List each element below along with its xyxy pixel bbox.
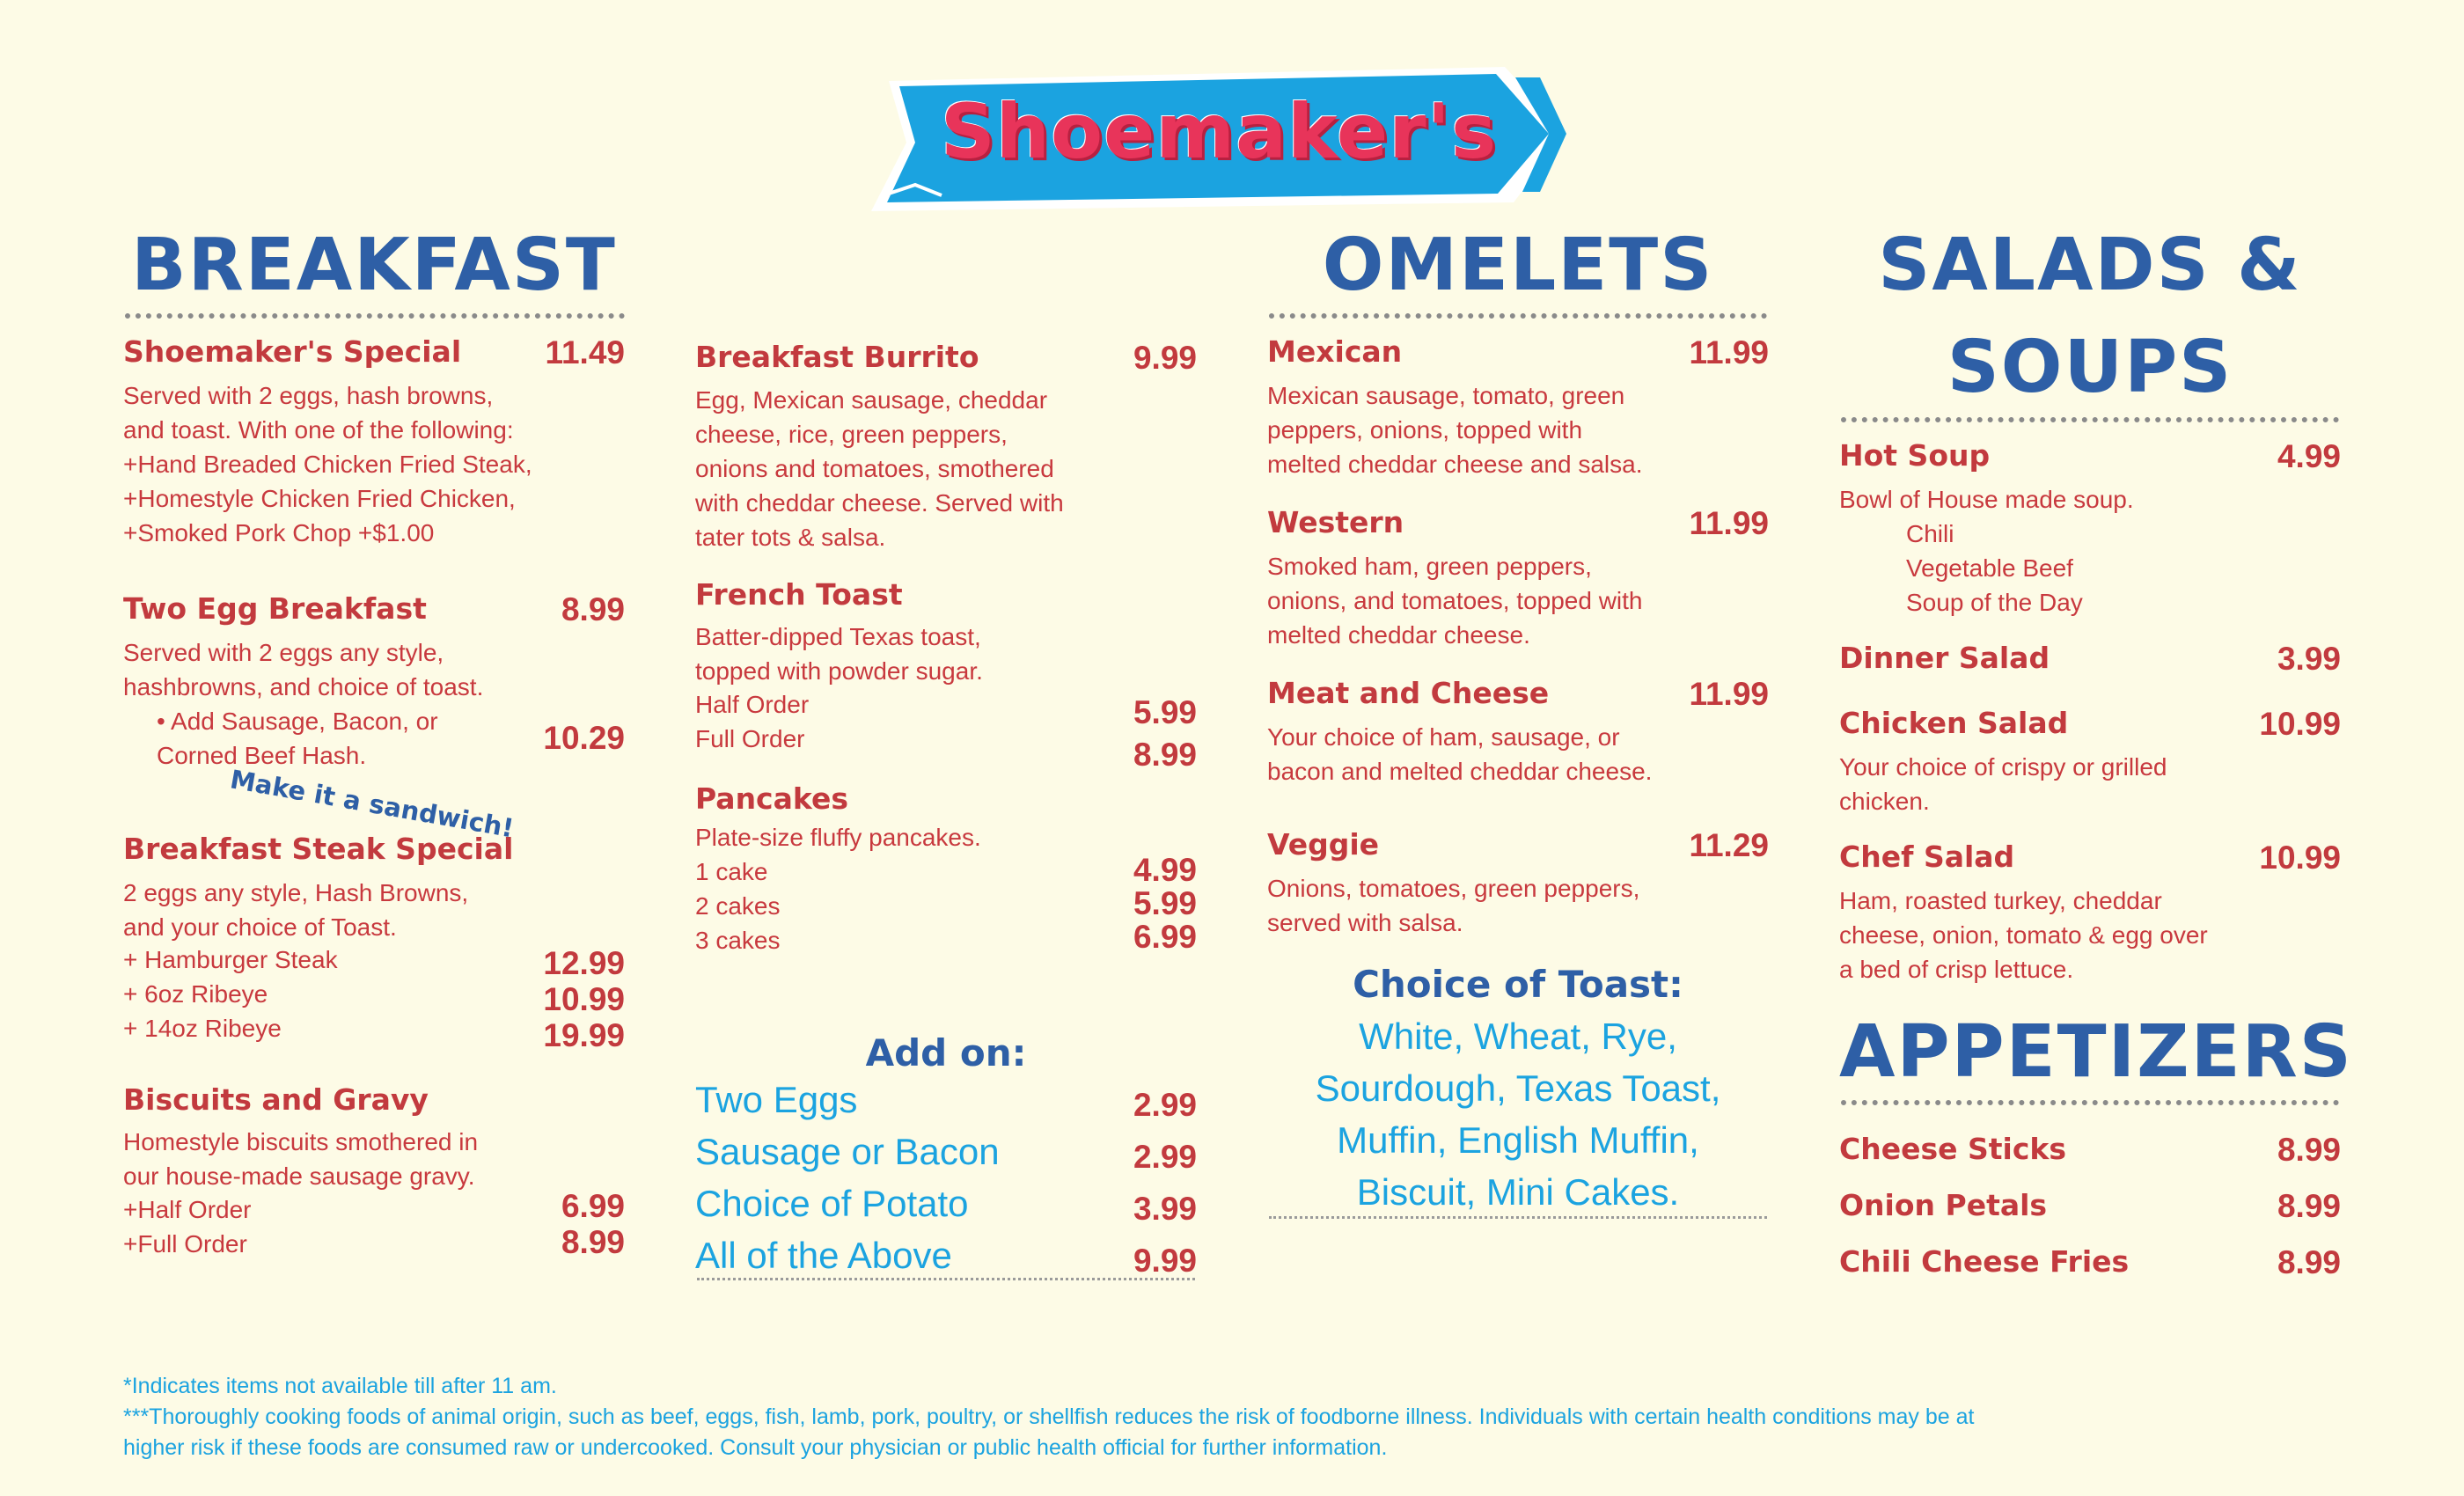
item-price: 3.99: [2277, 641, 2341, 677]
item-price: 11.99: [1689, 334, 1769, 370]
logo-text: Shoemaker's: [940, 88, 1498, 176]
item-name: Chili Cheese Fries: [1839, 1244, 2130, 1279]
option-list: [695, 854, 1047, 957]
toast-divider: [1269, 1216, 1767, 1219]
item-price: 8.99: [561, 591, 625, 627]
item-description: Served with 2 eggs, hash browns, and toast. With one of the following: +Hand Breaded Chicken Fried Steak, +Homestyle Chicken Fried Chicken, +Smoked Pork Chop +$1.00: [123, 382, 532, 546]
option-prices: 6.99 8.99: [561, 1188, 625, 1260]
item-description: Smoked ham, green peppers, onions, and tomatoes, topped with melted cheddar cheese.: [1267, 553, 1643, 649]
item-price: 10.99: [2259, 706, 2341, 742]
addon-list: [695, 1074, 1047, 1281]
item-description: Ham, roasted turkey, cheddar cheese, onion, tomato & egg over a bed of crisp lettuce.: [1839, 887, 2208, 983]
option-label: 2 cakes: [695, 892, 781, 920]
option-label: +Half Order: [123, 1196, 252, 1223]
item-name: French Toast: [695, 577, 903, 612]
toast-heading: Choice of Toast:: [1353, 963, 1683, 1006]
addon-label: Sausage or Bacon: [695, 1131, 1000, 1172]
option-prices: 4.99 5.99 6.99: [1133, 852, 1197, 955]
item-name: Shoemaker's Special: [123, 334, 462, 369]
item-price: 11.49: [545, 334, 625, 370]
item-price: 10.29: [543, 720, 625, 756]
soup-list: [1906, 517, 2346, 620]
item-name: Veggie: [1267, 827, 1380, 862]
item-name: Chicken Salad: [1839, 706, 2069, 740]
item-price: 11.29: [1689, 827, 1769, 863]
item-price: 8.99: [2277, 1244, 2341, 1280]
item-price: 8.99: [2277, 1188, 2341, 1224]
option-label: + Hamburger Steak: [123, 946, 338, 973]
item-name: Cheese Sticks: [1839, 1132, 2066, 1166]
sandwich-note: Make it a sandwich!: [228, 764, 517, 844]
item-price: 11.99: [1689, 505, 1769, 541]
logo: [862, 62, 1575, 220]
addon-prices: 2.99 2.99 3.99 9.99: [1133, 1087, 1197, 1279]
item-name: Pancakes: [695, 781, 848, 816]
item-name: Mexican: [1267, 334, 1403, 369]
list-item: Vegetable Beef: [1906, 554, 2073, 582]
option-label: + 14oz Ribeye: [123, 1015, 282, 1042]
salads-heading-line2: SOUPS: [1947, 326, 2233, 409]
salads-heading-line1: SALADS &: [1878, 224, 2302, 307]
item-name: Dinner Salad: [1839, 641, 2050, 675]
item-name: Hot Soup: [1839, 438, 1991, 473]
item-description: Batter-dipped Texas toast, topped with powder sugar.: [695, 623, 983, 685]
item-description: Your choice of crispy or grilled chicken.: [1839, 753, 2167, 815]
item-description: Bowl of House made soup.: [1839, 486, 2134, 513]
option-label: +Full Order: [123, 1230, 247, 1258]
item-addon: • Add Sausage, Bacon, or Corned Beef Hash.: [157, 708, 438, 769]
item-price: 8.99: [2277, 1132, 2341, 1168]
item-name: Meat and Cheese: [1267, 676, 1550, 710]
omelets-divider: [1269, 313, 1767, 319]
item-name: Onion Petals: [1839, 1188, 2048, 1222]
appetizers-heading: APPETIZERS: [1839, 1010, 2353, 1094]
addon-divider: [697, 1278, 1195, 1280]
option-prices: 5.99 8.99: [1133, 694, 1197, 773]
breakfast-heading: BREAKFAST: [131, 224, 617, 307]
option-list: [123, 1192, 475, 1261]
item-name: Chef Salad: [1839, 840, 2015, 874]
item-name: Biscuits and Gravy: [123, 1082, 429, 1117]
option-list: [123, 942, 475, 1045]
option-label: + 6oz Ribeye: [123, 980, 268, 1008]
item-description: Mexican sausage, tomato, green peppers, onions, topped with melted cheddar cheese and salsa.: [1267, 382, 1643, 478]
option-label: Half Order: [695, 691, 810, 718]
footer-line: ***Thoroughly cooking foods of animal origin, such as beef, eggs, fish, lamb, pork, poultry, or shellfish reduces the risk of foodborne illness. Individuals with certain health conditions may be at: [123, 1404, 1975, 1429]
footer-notes: [123, 1371, 2429, 1463]
item-name: Breakfast Burrito: [695, 340, 979, 374]
option-label: 1 cake: [695, 858, 768, 885]
appetizers-divider: [1841, 1100, 2339, 1105]
list-item: Chili: [1906, 520, 1954, 547]
item-price: 11.99: [1689, 676, 1769, 712]
item-description: Your choice of ham, sausage, or bacon and melted cheddar cheese.: [1267, 723, 1653, 785]
option-list: [695, 687, 1047, 756]
addon-heading: Add on:: [865, 1031, 1027, 1074]
item-description: Egg, Mexican sausage, cheddar cheese, rice, green peppers, onions and tomatoes, smothered with cheddar cheese. Served with tater tots & salsa.: [695, 386, 1064, 551]
item-name: Two Egg Breakfast: [123, 591, 427, 626]
addon-label: All of the Above: [695, 1235, 952, 1276]
salads-divider: [1841, 417, 2339, 422]
item-description: Plate-size fluffy pancakes.: [695, 824, 981, 851]
option-prices: 12.99 10.99 19.99: [543, 945, 625, 1053]
addon-label: Two Eggs: [695, 1079, 858, 1120]
addon-label: Choice of Potato: [695, 1183, 969, 1224]
item-description: 2 eggs any style, Hash Browns, and your choice of Toast.: [123, 879, 469, 941]
option-label: 3 cakes: [695, 927, 781, 954]
item-price: 10.99: [2259, 840, 2341, 876]
breakfast-divider: [125, 313, 625, 319]
item-name: Western: [1267, 505, 1404, 539]
item-price: 9.99: [1133, 340, 1197, 376]
item-description: Served with 2 eggs any style, hashbrowns, and choice of toast.: [123, 639, 484, 700]
footer-line: *Indicates items not available till after 11 am.: [123, 1374, 557, 1398]
omelets-heading: OMELETS: [1322, 224, 1714, 307]
footer-line: higher risk if these foods are consumed raw or undercooked. Consult your physician or public health official for further information.: [123, 1435, 1388, 1460]
item-price: 4.99: [2277, 438, 2341, 474]
item-description: Onions, tomatoes, green peppers, served with salsa.: [1267, 875, 1640, 936]
item-name: Breakfast Steak Special: [123, 832, 514, 866]
option-label: Full Order: [695, 725, 805, 752]
item-description: Homestyle biscuits smothered in our house-made sausage gravy.: [123, 1128, 479, 1190]
list-item: Soup of the Day: [1906, 589, 2083, 616]
toast-options: White, Wheat, Rye, Sourdough, Texas Toast, Muffin, English Muffin, Biscuit, Mini Cakes.: [1315, 1016, 1721, 1213]
